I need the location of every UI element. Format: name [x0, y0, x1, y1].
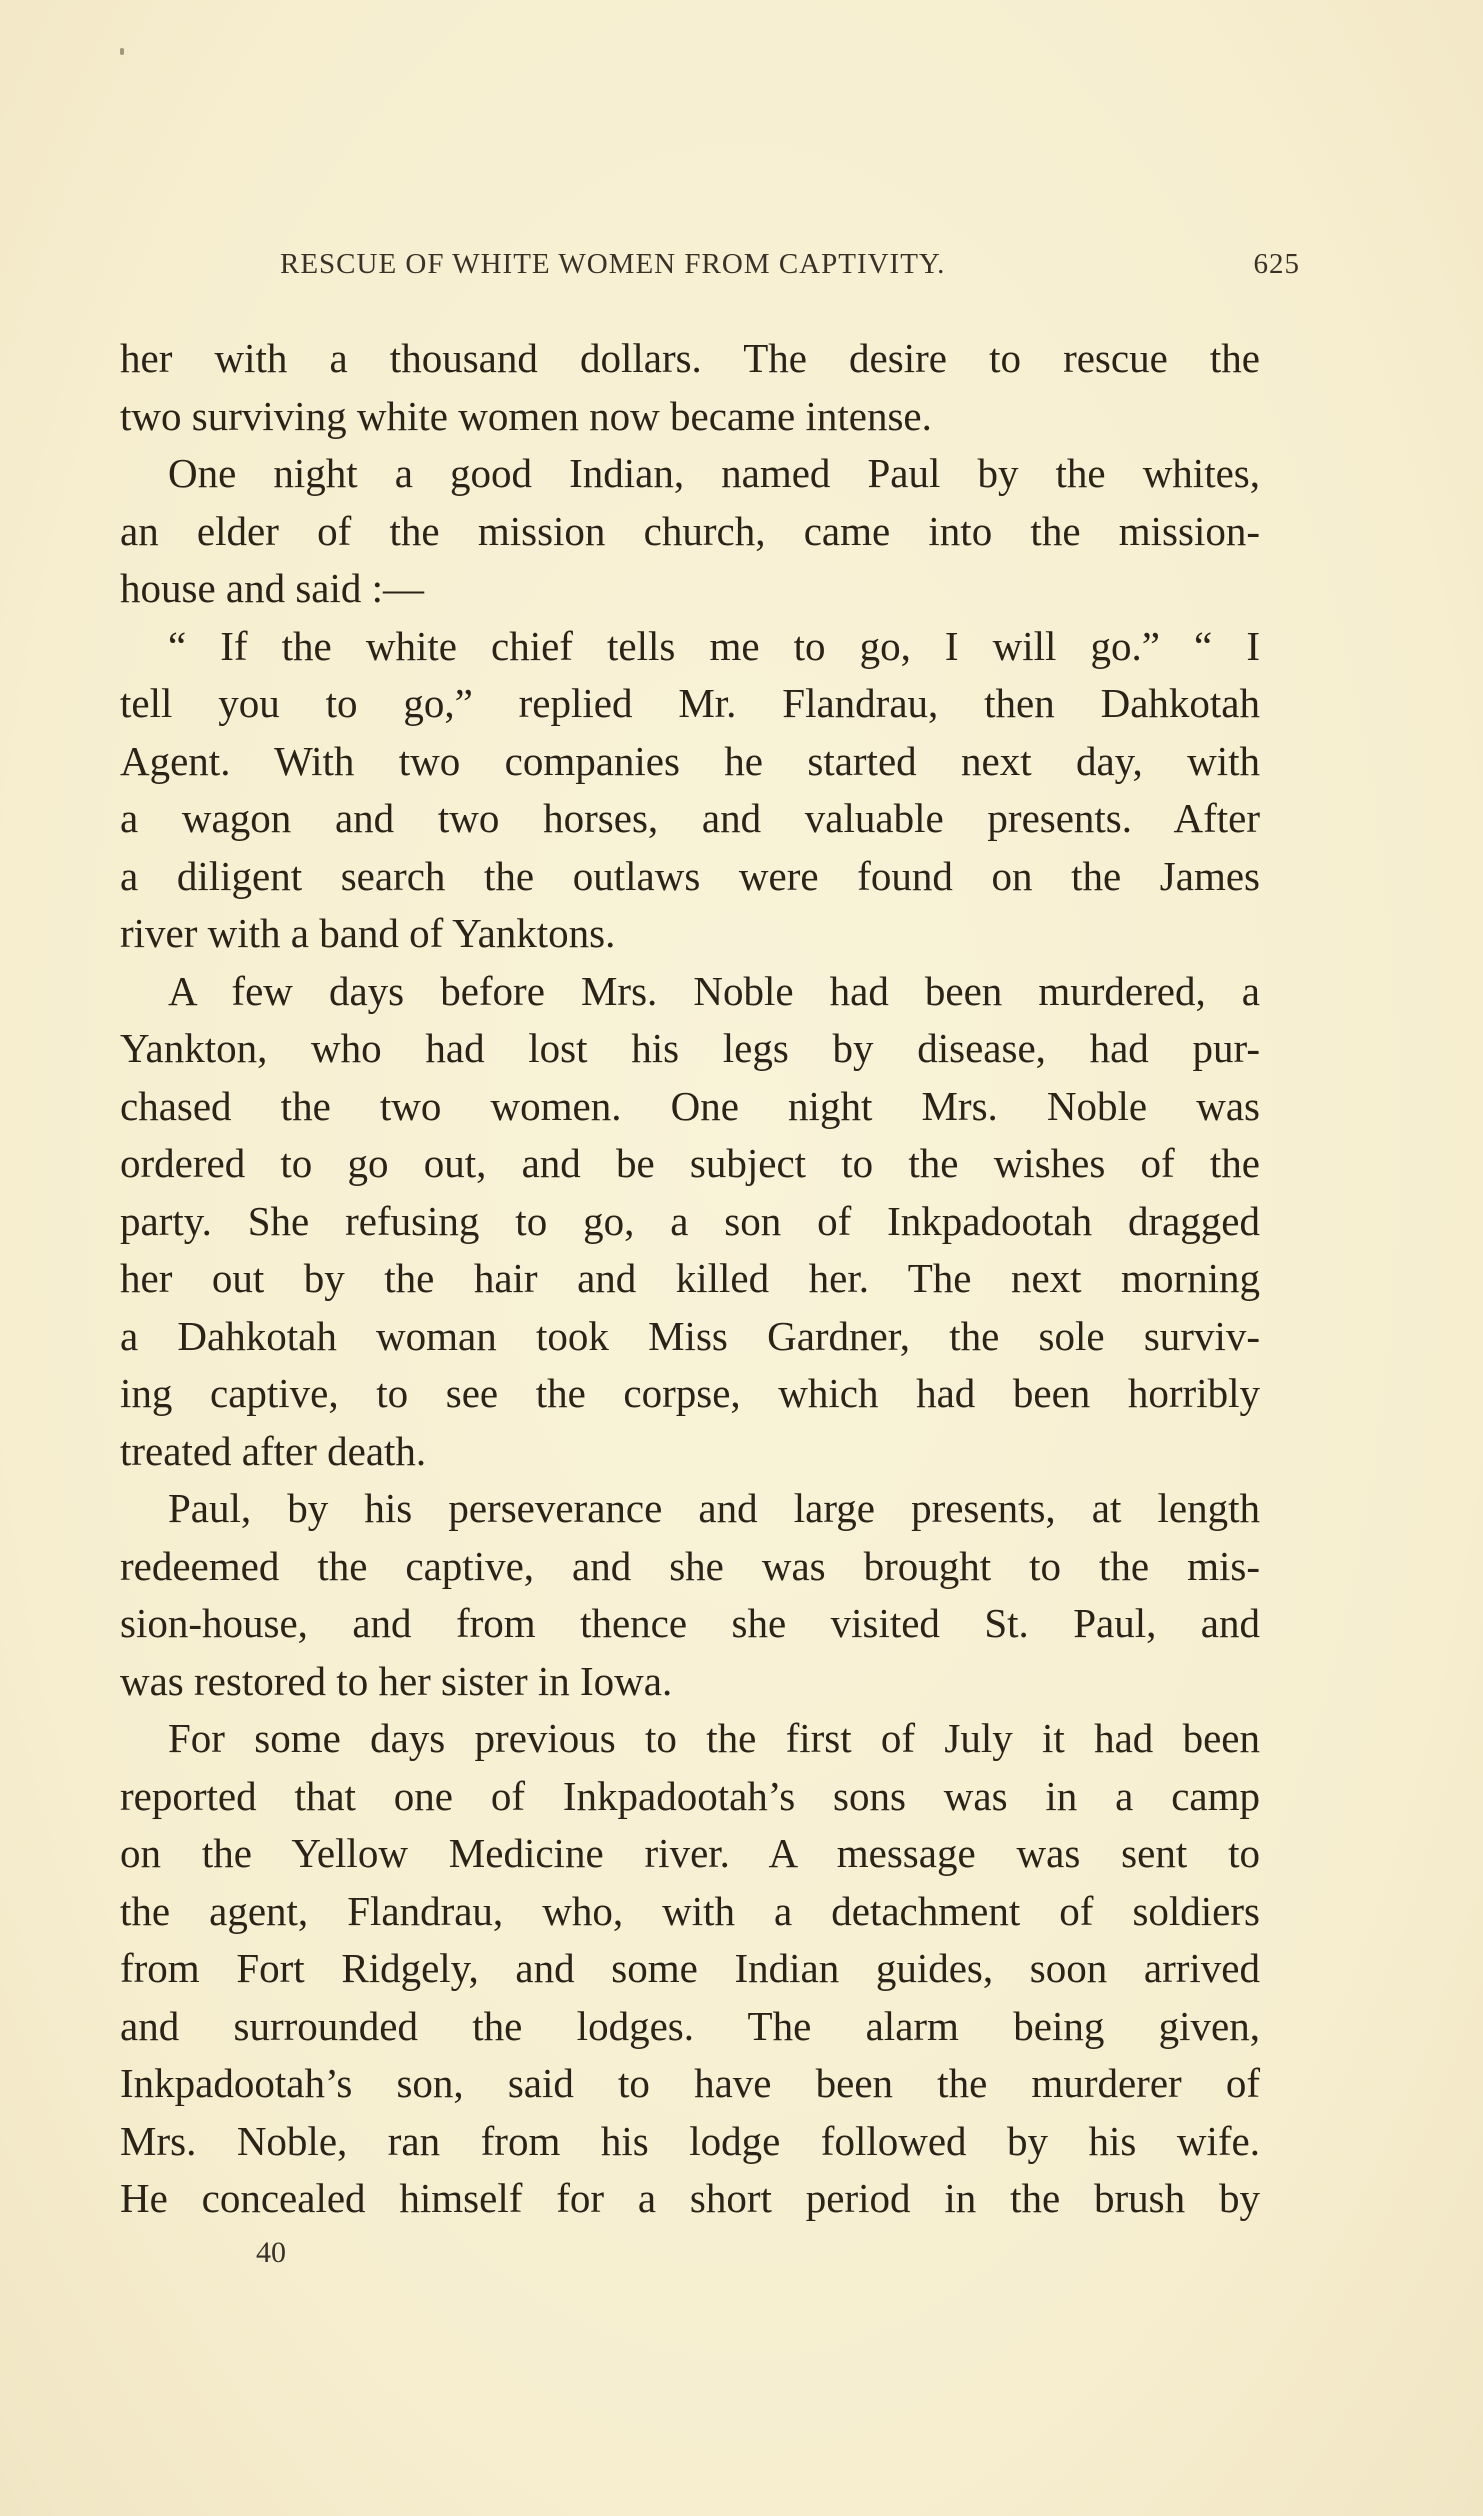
text-line: “ If the white chief tells me to go, I will go.” “ I — [168, 622, 1260, 669]
text-line: tell you to go,” replied Mr. Flandrau, then Dahkotah — [120, 680, 1260, 726]
text-line: Mrs. Noble, ran from his lodge followed by his wife. — [120, 2117, 1260, 2164]
text-line: Agent. With two companies he started next day, with — [120, 737, 1260, 784]
text-line: from Fort Ridgely, and some Indian guides, soon arrived — [120, 1945, 1260, 1991]
text-line: an elder of the mission church, came into the mission- — [120, 507, 1260, 554]
text-line: her out by the hair and killed her. The next morning — [120, 1255, 1260, 1301]
text-line: redeemed the captive, and she was brought to the mis- — [120, 1542, 1260, 1589]
page-number: 625 — [1253, 248, 1300, 280]
text-line: was restored to her sister in Iowa. — [120, 1657, 673, 1704]
text-line: ordered to go out, and be subject to the wishes of the — [120, 1140, 1260, 1186]
text-line: a wagon and two horses, and valuable presents. After — [120, 795, 1260, 841]
page-header — [280, 248, 1300, 288]
text-line: treated after death. — [120, 1427, 427, 1474]
text-line: party. She refusing to go, a son of Inkpadootah dragged — [120, 1197, 1260, 1244]
text-line: reported that one of Inkpadootah’s sons was in a camp — [120, 1772, 1260, 1819]
text-line: her with a thousand dollars. The desire to rescue the — [120, 335, 1260, 381]
text-line: a Dahkotah woman took Miss Gardner, the sole surviv- — [120, 1312, 1260, 1359]
text-line: and surrounded the lodges. The alarm being given, — [120, 2002, 1260, 2049]
text-line: Inkpadootah’s son, said to have been the murderer of — [120, 2060, 1260, 2106]
ink-speck — [120, 48, 124, 55]
text-line: sion-house, and from thence she visited St. Paul, and — [120, 1600, 1260, 1646]
text-line: chased the two women. One night Mrs. Noble was — [120, 1082, 1260, 1129]
text-line: a diligent search the outlaws were found on the James — [120, 852, 1260, 899]
text-line: He concealed himself for a short period in the brush by — [120, 2175, 1260, 2221]
text-line: For some days previous to the first of July it had been — [168, 1715, 1260, 1761]
signature-mark: 40 — [256, 2236, 286, 2269]
text-line: Yankton, who had lost his legs by disease, had pur- — [120, 1025, 1260, 1071]
text-line: on the Yellow Medicine river. A message was sent to — [120, 1830, 1260, 1876]
running-head: RESCUE OF WHITE WOMEN FROM CAPTIVITY. — [280, 248, 946, 280]
text-line: Paul, by his perseverance and large presents, at length — [168, 1485, 1260, 1531]
text-line: river with a band of Yanktons. — [120, 910, 616, 956]
text-line: the agent, Flandrau, who, with a detachment of soldiers — [120, 1887, 1260, 1934]
text-line: One night a good Indian, named Paul by the whites, — [168, 450, 1260, 496]
text-line: house and said :— — [120, 565, 425, 611]
text-line: A few days before Mrs. Noble had been murdered, a — [168, 967, 1260, 1014]
body-text — [120, 330, 1260, 2228]
text-line: two surviving white women now became intense. — [120, 392, 932, 439]
text-line: ing captive, to see the corpse, which had been horribly — [120, 1370, 1260, 1416]
